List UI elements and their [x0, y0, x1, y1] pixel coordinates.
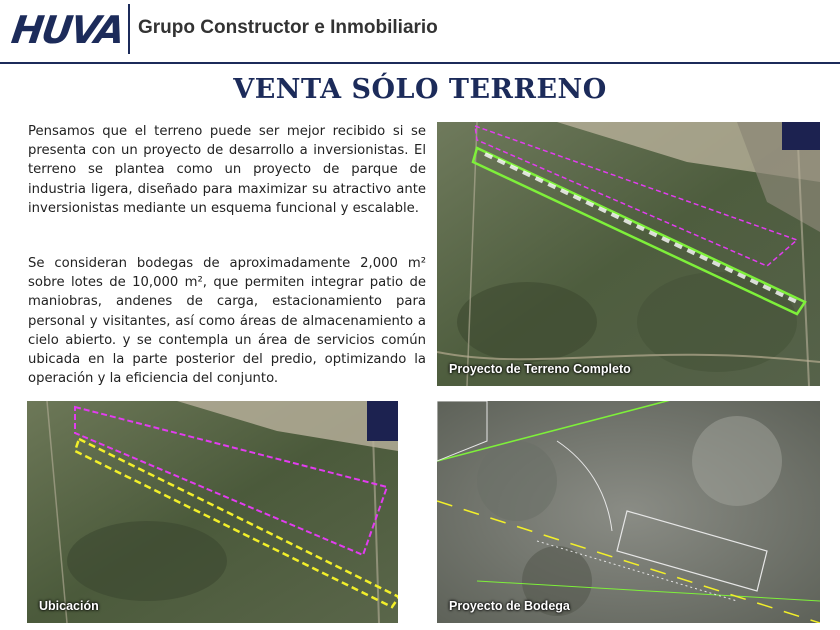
caption-full-project: Proyecto de Terreno Completo — [449, 362, 631, 376]
title-strong: VENTA — [233, 74, 342, 105]
warehouse-plan-image — [437, 401, 820, 623]
caption-warehouse: Proyecto de Bodega — [449, 599, 570, 613]
logo-divider — [128, 4, 130, 54]
description-paragraph-1: Pensamos que el terreno puede ser mejor recibido si se presenta con un proyecto de desarrollo a inversionistas. El terreno se plantea como un proyecto de parque de industria ligera, diseñado para maximizar su atractivo ante inversionistas mediante un esquema funcional y escalable. — [28, 124, 426, 216]
caption-location: Ubicación — [39, 599, 99, 613]
header — [0, 0, 840, 64]
full-project-aerial-image — [437, 122, 820, 386]
header-rule — [0, 62, 840, 64]
huva-logo: HUVA — [8, 8, 126, 52]
page-title — [0, 74, 840, 105]
description-paragraph-2: Se consideran bodegas de aproximadamente 2,000 m² sobre lotes de 10,000 m², que permiten integrar patio de maniobras, andenes de carga, estacionamiento para personal y visitantes, así como áreas de almacenamiento a cielo abierto. y se contempla un área de servicios común ubicada en la parte posterior del predio, optimizando la operación y la eficiencia del conjunto. — [28, 256, 426, 387]
location-aerial-image — [27, 401, 398, 623]
company-tagline: Grupo Constructor e Inmobiliario — [138, 17, 438, 38]
title-rest: SÓLO TERRENO — [351, 74, 607, 105]
